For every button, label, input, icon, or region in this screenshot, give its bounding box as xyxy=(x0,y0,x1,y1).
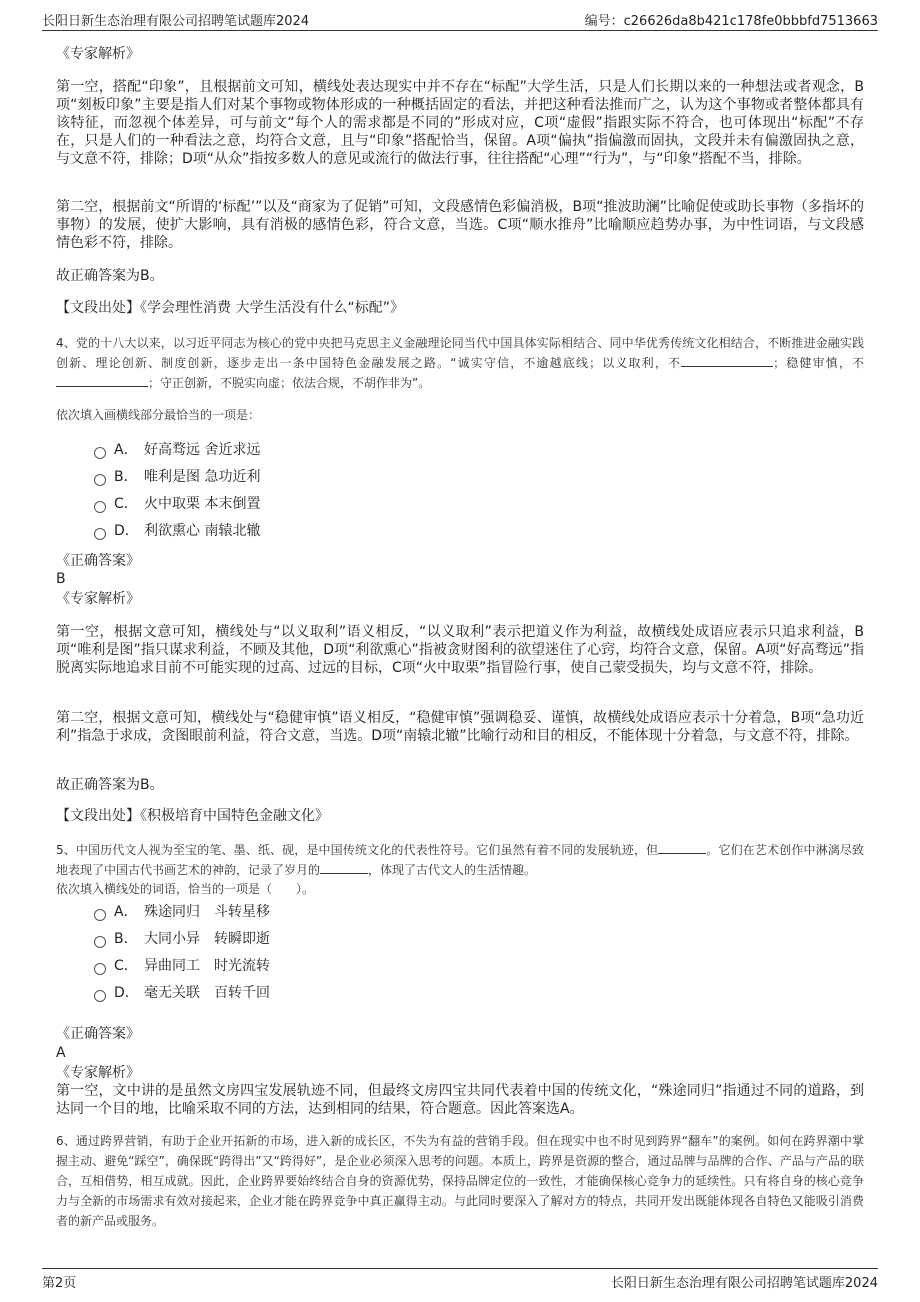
option-letter: A． xyxy=(114,904,138,920)
header-title: 长阳日新生态治理有限公司招聘笔试题库2024 xyxy=(42,14,310,29)
option-letter: A． xyxy=(114,442,138,458)
question-text: 4、党的十八大以来，以习近平同志为核心的党中央把马克思主义金融理论同当代中国具体实际相结合、同中华优秀传统文化相结合，不断推进金融实践创新、理论创新、制度创新，逐步走出一条中国特色金融发展之路。“诚实守信，不逾越底线；以义取利，不 xyxy=(56,336,864,370)
answer-line: 故正确答案为B。 xyxy=(56,777,164,793)
option-c[interactable] xyxy=(94,957,270,975)
analysis-paragraph: 第一空，搭配“印象”，且根据前文可知，横线处表达现实中并不存在“标配”大学生活，只是人们长期以来的一种想法或者观念，B项“刻板印象”主要是指人们对某个事物或物体形成的一种概括固定的看法，并把这种看法推而广之，认为这个事物或者整体都具有该特征，而忽视个体差异，可与前文“每个人的需求都是不同的”形成对应，C项“虚假”指跟实际不符合，也可体现出“标配”不存在，只是人们的一种看法之意，均符合文意，且与“印象”搭配恰当，保留。A项“偏执”指偏激而固执，文段并未有偏激固执之意，与文意不符，排除；D项“从众”指按多数人的意见或流行的做法行事，往往搭配“心理”“行为”，与“印象”搭配不当，排除。 xyxy=(56,79,864,167)
expert-analysis-label: 《专家解析》 xyxy=(56,1065,140,1081)
option-a[interactable] xyxy=(94,903,270,921)
analysis-paragraph: 第二空，根据文意可知，横线处与“稳健审慎”语义相反，“稳健审慎”强调稳妥、谨慎，故横线处成语应表示十分着急，B项“急功近利”指急于求成，贪图眼前利益，符合文意，当选。D项“南辕北辙”比喻行动和目的相反，不能体现十分着急，与文意不符，排除。 xyxy=(56,710,864,744)
radio-icon[interactable] xyxy=(94,528,106,540)
analysis-paragraph: 第二空，根据前文“所谓的‘标配’”以及“商家为了促销”可知，文段感情色彩偏消极，B项“推波助澜”比喻促使或助长事物（多指坏的事物）的发展，使扩大影响，具有消极的感情色彩，符合文意，当选。C项“顺水推舟”比喻顺应趋势办事，为中性词语，与文段感情色彩不符，排除。 xyxy=(56,199,864,251)
question-4-stem xyxy=(56,333,864,393)
option-text: 殊途同归 斗转星移 xyxy=(144,904,270,920)
question-text: 5、中国历代文人视为至宝的笔、墨、纸、砚，是中国传统文化的代表性符号。它们虽然有着不同的发展轨迹，但 xyxy=(56,843,659,857)
option-text: 好高骛远 舍近求远 xyxy=(144,442,261,458)
radio-icon[interactable] xyxy=(94,963,106,975)
option-a[interactable] xyxy=(94,441,260,459)
question-text: ，体现了古代文人的生活情趣。 xyxy=(368,863,537,877)
correct-answer-label: 《正确答案》 xyxy=(56,1026,140,1042)
correct-answer-value: B xyxy=(56,571,66,587)
analysis-paragraph: 第一空，文中讲的是虽然文房四宝发展轨迹不同，但最终文房四宝共同代表着中国的传统文化，“殊途同归”指通过不同的道路，到达同一个目的地，比喻采取不同的方法，达到相同的结果，符合题意。因此答案选A。 xyxy=(56,1083,864,1117)
option-text: 唯利是图 急功近利 xyxy=(144,469,261,485)
radio-icon[interactable] xyxy=(94,990,106,1002)
option-text: 火中取栗 本末倒置 xyxy=(144,496,261,512)
option-letter: C． xyxy=(114,496,138,512)
option-d[interactable] xyxy=(94,984,270,1002)
radio-icon[interactable] xyxy=(94,501,106,513)
footer-title: 长阳日新生态治理有限公司招聘笔试题库2024 xyxy=(610,1276,878,1291)
document-id: 编号：c26626da8b421c178fe0bbbfd7513663 xyxy=(584,14,878,29)
source-citation: 【文段出处】《学会理性消费 大学生活没有什么“标配”》 xyxy=(56,300,404,316)
option-b[interactable] xyxy=(94,468,260,486)
option-letter: D． xyxy=(114,523,139,539)
fill-blank xyxy=(658,841,706,854)
page-number: 第2页 xyxy=(42,1276,77,1291)
option-text: 异曲同工 时光流转 xyxy=(144,958,270,974)
source-citation: 【文段出处】《积极培育中国特色金融文化》 xyxy=(56,808,329,824)
answer-line: 故正确答案为B。 xyxy=(56,268,164,284)
expert-analysis-label: 《专家解析》 xyxy=(56,591,140,607)
page-footer xyxy=(42,1268,878,1291)
question-text: 。它们在艺术创作中淋漓尽致地表现了中国古代书画艺术的神韵，记录了岁月的 xyxy=(56,843,864,877)
question-5-stem xyxy=(56,840,864,880)
option-letter: B． xyxy=(114,469,138,485)
option-b[interactable] xyxy=(94,930,270,948)
question-text: ；守正创新，不脱实向虚；依法合规，不胡作非为”。 xyxy=(148,376,431,390)
option-text: 毫无关联 百转千回 xyxy=(144,985,270,1001)
question-prompt: 依次填入横线处的词语，恰当的一项是（ ）。 xyxy=(56,882,315,896)
fill-blank xyxy=(56,374,148,387)
option-letter: B． xyxy=(114,931,138,947)
correct-answer-value: A xyxy=(56,1045,66,1061)
radio-icon[interactable] xyxy=(94,447,106,459)
radio-icon[interactable] xyxy=(94,909,106,921)
option-text: 大同小异 转瞬即逝 xyxy=(144,931,270,947)
option-c[interactable] xyxy=(94,495,260,513)
expert-analysis-label: 《专家解析》 xyxy=(56,46,140,62)
correct-answer-label: 《正确答案》 xyxy=(56,553,140,569)
analysis-paragraph: 第一空，根据文意可知，横线处与“以义取利”语义相反，“以义取利”表示把道义作为利益，故横线处成语应表示只追求利益，B项“唯利是图”指只谋求利益，不顾及其他，D项“利欲熏心”指被贪财图利的欲望迷住了心窍，均符合文意，保留。A项“好高骛远”指脱离实际地追求目前不可能实现的过高、过远的目标，C项“火中取栗”指冒险行事，使自己蒙受损失，均与文意不符，排除。 xyxy=(56,624,864,676)
question-text: ；稳健审慎，不 xyxy=(773,356,864,370)
question-prompt: 依次填入画横线部分最恰当的一项是： xyxy=(56,408,261,422)
page-header xyxy=(42,10,878,31)
option-letter: C． xyxy=(114,958,138,974)
fill-blank xyxy=(320,861,368,874)
radio-icon[interactable] xyxy=(94,474,106,486)
question-6-stem: 6、通过跨界营销，有助于企业开拓新的市场，进入新的成长区，不失为有益的营销手段。但在现实中也不时见到跨界“翻车”的案例。如何在跨界潮中掌握主动、避免“踩空”，确保既“跨得出”又“跨得好”，是企业必须深入思考的问题。本质上，跨界是资源的整合，通过品牌与品牌的合作、产品与产品的联合，互相借势，相互成就。因此，企业跨界要始终结合自身的资源优势，保持品牌定位的一致性，才能确保核心竞争力的延续性。只有将自身的核心竞争力与全新的市场需求有效对接起来，企业才能在跨界竞争中真正赢得主动。与此同时要深入了解对方的特点，共同开发出既能体现各自特色又能吸引消费者的新产品或服务。 xyxy=(56,1134,864,1228)
radio-icon[interactable] xyxy=(94,936,106,948)
fill-blank xyxy=(681,354,773,367)
option-text: 利欲熏心 南辕北辙 xyxy=(144,523,261,539)
option-d[interactable] xyxy=(94,522,260,540)
option-letter: D． xyxy=(114,985,139,1001)
